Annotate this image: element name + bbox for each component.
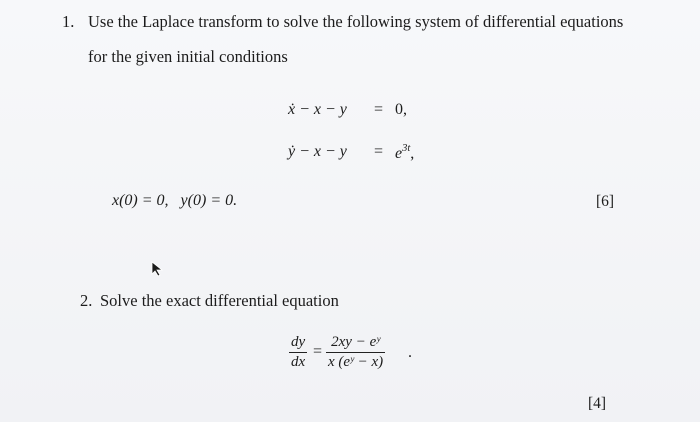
q1-eq2-rhs-base: e bbox=[395, 145, 403, 162]
q2-period: . bbox=[408, 344, 412, 361]
q2-prompt: Solve the exact differential equation bbox=[100, 291, 339, 310]
q2-rhs-denominator: x (eʸ − x) bbox=[328, 354, 384, 370]
q1-eq2-equals: = bbox=[374, 143, 384, 160]
q1-prompt-line1: Use the Laplace transform to solve the following system of differential equations bbox=[88, 12, 624, 31]
q2-lhs-fraction bbox=[289, 334, 307, 371]
q2-rhs-numerator: 2xy − eʸ bbox=[331, 334, 381, 350]
q1-marks: [6] bbox=[596, 193, 615, 210]
q1-number: 1. bbox=[62, 12, 75, 31]
q2-lhs-numerator: dy bbox=[291, 334, 306, 350]
q1-eq2-rhs-exponent: 3t bbox=[402, 143, 411, 154]
q2-lhs-denominator: dx bbox=[291, 354, 306, 370]
q1-initial-conditions: x(0) = 0, y(0) = 0. bbox=[112, 192, 238, 209]
q1-prompt-line2: for the given initial conditions bbox=[88, 47, 288, 66]
q2-equals: = bbox=[313, 343, 323, 360]
q1-eq2-rhs-tail: , bbox=[410, 145, 415, 162]
q2-marks: [4] bbox=[588, 395, 607, 412]
q1-eq2-lhs: ẏ − x − y bbox=[288, 143, 347, 160]
mouse-pointer-icon bbox=[151, 261, 165, 277]
q1-eq2-rhs bbox=[395, 143, 414, 163]
q1-eq1-lhs: ẋ − x − y bbox=[288, 101, 347, 118]
q1-eq1-rhs: 0, bbox=[395, 101, 407, 118]
q2-number: 2. bbox=[80, 291, 93, 310]
q1-eq1-equals: = bbox=[374, 101, 384, 118]
q2-rhs-fraction bbox=[326, 334, 385, 371]
